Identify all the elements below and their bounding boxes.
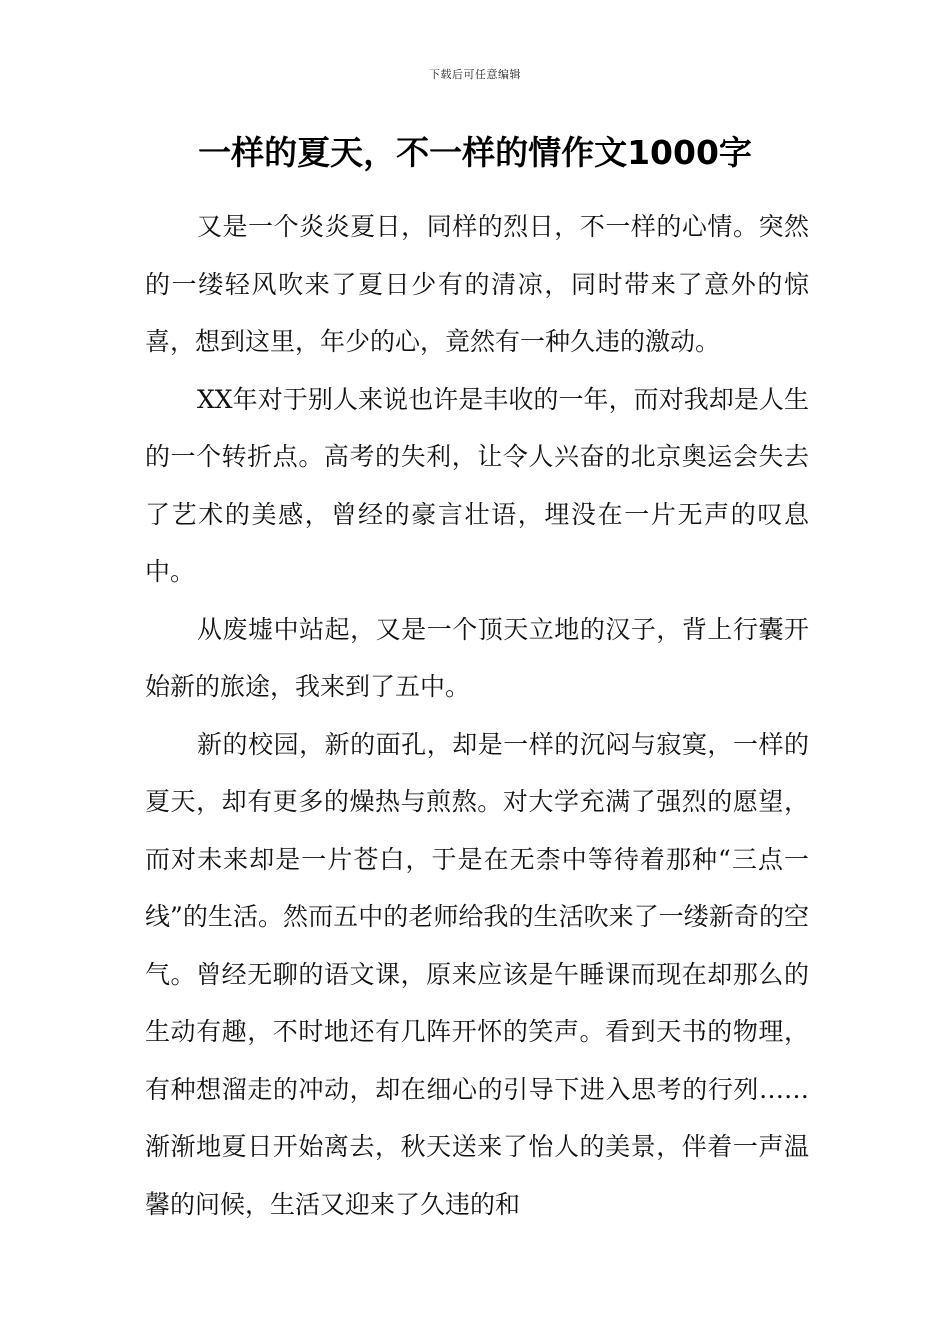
header-note: 下载后可任意编辑 [429, 68, 521, 81]
paragraph-3: 从废墟中站起，又是一个顶天立地的汉子，背上行囊开始新的旅途，我来到了五中。 [145, 614, 809, 701]
document-title: 一样的夏天，不一样的情作文1000字 [198, 133, 752, 172]
paragraph-2: XX年对于别人来说也许是丰收的一年，而对我却是人生的一个转折点。高考的失利，让令人兴奋的北京奥运会失去了艺术的美感，曾经的豪言壮语，埋没在一片无声的叹息中。 [145, 384, 809, 586]
paragraph-1: 又是一个炎炎夏日，同样的烈日，不一样的心情。突然的一缕轻风吹来了夏日少有的清凉，同时带来了意外的惊喜，想到这里，年少的心，竟然有一种久违的激动。 [145, 212, 809, 356]
paragraph-4: 新的校园，新的面孔，却是一样的沉闷与寂寞，一样的夏天，却有更多的燥热与煎熬。对大学充满了强烈的愿望，而对未来却是一片苍白，于是在无柰中等待着那种“三点一线”的生活。然而五中的老师给我的生活吹来了一缕新奇的空气。曾经无聊的语文课，原来应该是午睡课而现在却那么的生动有趣，不时地还有几阵开怀的笑声。看到天书的物理，有种想溜走的冲动，却在细心的引导下进入思考的行列……渐渐地夏日开始离去，秋天送来了怡人的美景，伴着一声温馨的问候，生活又迎来了久违的和 [145, 729, 809, 1219]
document-body [145, 198, 809, 1233]
